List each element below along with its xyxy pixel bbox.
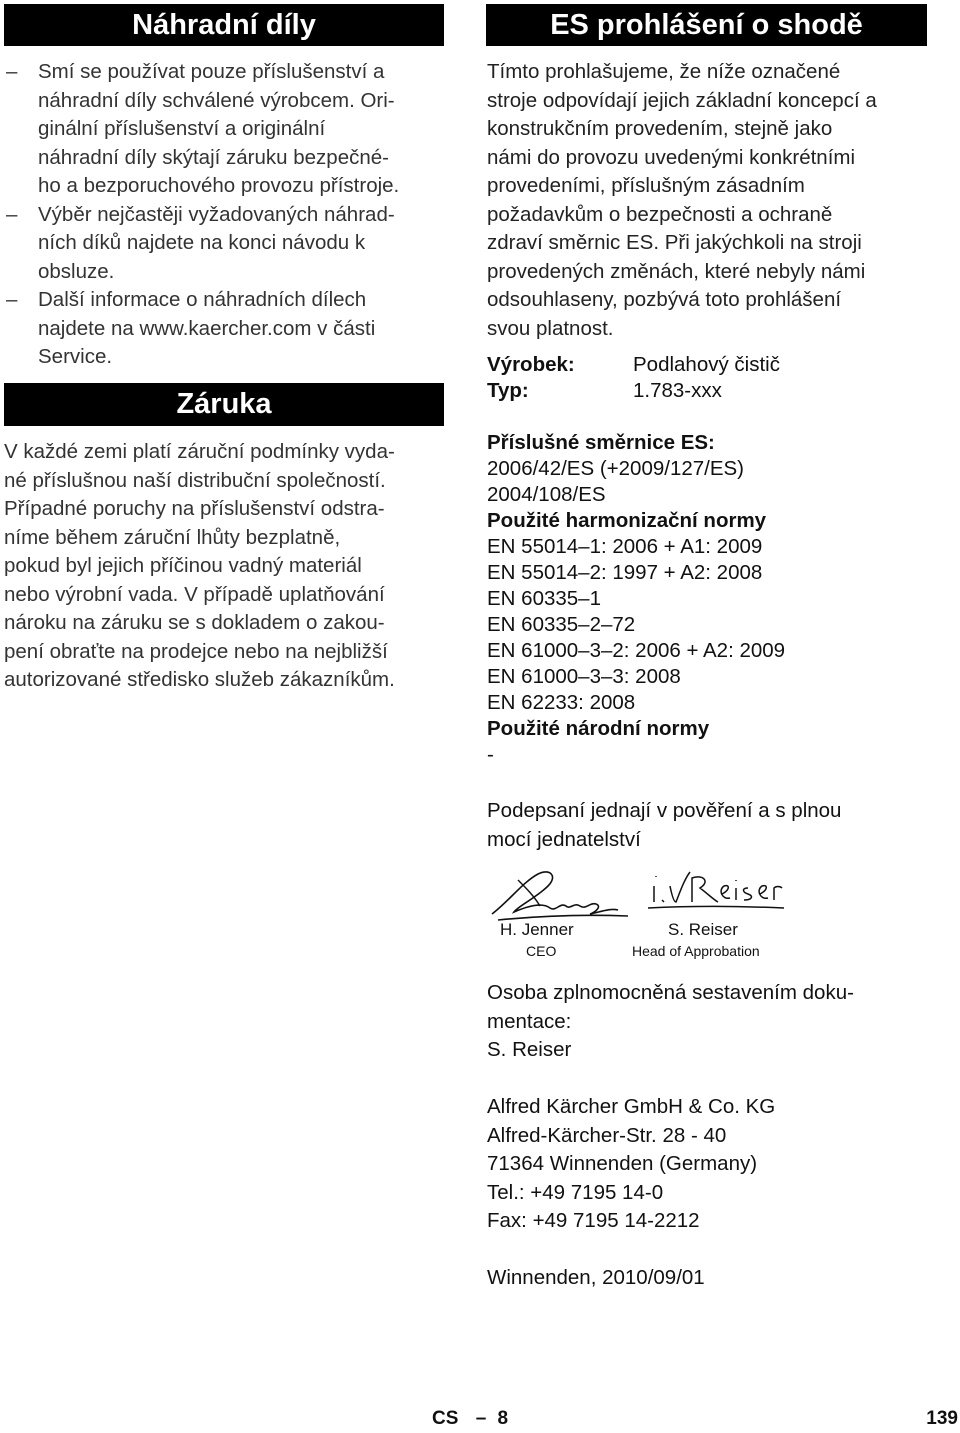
footer-section-page: 8 [497, 1408, 509, 1429]
type-label: Typ: [487, 379, 529, 402]
bullet-line: ginální příslušenství a originální [38, 117, 326, 140]
address-line: Alfred-Kärcher-Str. 28 - 40 [487, 1123, 727, 1147]
standard-item: EN 55014–2: 1997 + A2: 2008 [487, 561, 763, 584]
address-line: Tel.: +49 7195 14-0 [487, 1180, 664, 1204]
bullet-line: Výběr nejčastěji vyžadovaných náhrad- [38, 202, 395, 226]
standard-item: EN 60335–1 [487, 587, 601, 610]
product-row [487, 352, 932, 378]
warranty-line: né příslušnou naší distribuční společností. [4, 468, 386, 492]
address-line: Alfred Kärcher GmbH & Co. KG [487, 1095, 776, 1118]
bullet-dash: – [6, 288, 18, 311]
directive-item: 2004/108/ES [487, 483, 606, 506]
warranty-text [4, 438, 444, 695]
address-line: 71364 Winnenden (Germany) [487, 1152, 758, 1175]
standard-item: EN 62233: 2008 [487, 691, 636, 714]
warranty-line: pení obraťte na prodejce nebo na nejbližší [4, 639, 388, 663]
company-address [487, 1093, 932, 1236]
bullet-line: Smí se používat pouze příslušenství a [38, 60, 385, 83]
list-item [0, 58, 444, 201]
warranty-line: níme během záruční lhůty bezplatně, [4, 525, 341, 549]
declaration-line: konstrukčním provedením, stejně jako [487, 117, 833, 140]
standard-item: EN 61000–3–3: 2008 [487, 665, 681, 688]
bullet-line: obsluze. [38, 259, 115, 283]
warranty-line: autorizované středisko služeb zákazníkům. [4, 668, 395, 691]
national-heading: Použité národní normy [487, 717, 710, 740]
product-label: Výrobek: [487, 353, 575, 376]
bullet-line: najdete na www.kaercher.com v části [38, 316, 376, 340]
section-heading-declaration: ES prohlášení o shodě [486, 4, 927, 46]
list-item [0, 286, 444, 372]
bullet-dash: – [6, 60, 18, 83]
signature-reiser [648, 872, 784, 908]
type-value: 1.783-xxx [633, 379, 722, 402]
signer-title: CEO [526, 943, 557, 959]
signed-line: Podepsaní jednají v pověření a s plnou [487, 799, 842, 822]
signature-jenner [492, 872, 628, 920]
address-line: Fax: +49 7195 14-2212 [487, 1209, 700, 1232]
directives-heading: Příslušné směrnice ES: [487, 431, 715, 454]
section-heading-warranty: Záruka [4, 383, 444, 426]
product-info [487, 352, 932, 404]
declaration-line: provedených změnách, které nebyly námi [487, 259, 866, 283]
signer-name: H. Jenner [500, 920, 574, 939]
national-value: - [487, 743, 494, 766]
standard-item: EN 55014–1: 2006 + A1: 2009 [487, 535, 763, 558]
section-heading-spare-parts: Náhradní díly [4, 4, 444, 46]
warranty-line: V každé zemi platí záruční podmínky vyda- [4, 440, 395, 463]
authorized-line: S. Reiser [487, 1038, 572, 1061]
declaration-text [487, 58, 932, 343]
signatures-block [478, 862, 788, 962]
authorized-line: Osoba zplnomocněná sestavením doku- [487, 981, 854, 1004]
bullet-line: náhradní díly skýtají záruku bezpečné- [38, 145, 389, 169]
declaration-line: stroje odpovídají jejich základní koncepcí a [487, 88, 877, 112]
footer-lang-code: CS [432, 1408, 459, 1429]
directive-item: 2006/42/ES (+2009/127/ES) [487, 457, 745, 480]
declaration-line: Tímto prohlašujeme, že níže označené [487, 60, 841, 83]
standard-item: EN 60335–2–72 [487, 613, 636, 636]
harmonized-heading: Použité harmonizační normy [487, 509, 767, 532]
authorized-line: mentace: [487, 1009, 572, 1033]
place-date: Winnenden, 2010/09/01 [487, 1266, 705, 1289]
footer-language [432, 1408, 508, 1430]
list-item [0, 201, 444, 287]
declaration-line: odsouhlaseny, pozbývá toto prohlášení [487, 288, 842, 311]
standard-item: EN 61000–3–2: 2006 + A2: 2009 [487, 639, 786, 662]
signer-name: S. Reiser [668, 920, 738, 939]
warranty-line: nebo výrobní vada. V případě uplatňování [4, 582, 385, 606]
product-value: Podlahový čistič [633, 353, 780, 376]
type-row [487, 378, 932, 404]
bullet-line: náhradní díly schválené výrobcem. Ori- [38, 88, 395, 112]
declaration-line: svou platnost. [487, 316, 614, 340]
warranty-line: nároku na záruku se s dokladem o zakou- [4, 611, 385, 634]
page-number: 139 [926, 1408, 958, 1429]
authorized-person [487, 979, 932, 1065]
directives-block [487, 430, 932, 768]
signed-text [487, 797, 932, 854]
bullet-line: Další informace o náhradních dílech [38, 288, 367, 311]
spare-parts-list [0, 58, 444, 372]
signer-title: Head of Approbation [632, 943, 760, 959]
bullet-line: Service. [38, 345, 113, 368]
signed-line: mocí jednatelství [487, 827, 641, 851]
declaration-line: námi do provozu uvedenými konkrétními [487, 145, 856, 169]
declaration-line: provedeními, příslušným zásadním [487, 174, 805, 197]
warranty-line: pokud byl jejich příčinou vadný materiál [4, 554, 362, 577]
bullet-line: ních díků najdete na konci návodu k [38, 231, 366, 254]
bullet-dash: – [6, 202, 18, 226]
footer-dash: – [475, 1408, 487, 1429]
warranty-line: Případné poruchy na příslušenství odstra- [4, 497, 385, 520]
declaration-line: požadavkům o bezpečnosti a ochraně [487, 202, 833, 226]
declaration-line: zdraví směrnic ES. Při jakýchkoli na stroji [487, 231, 862, 254]
bullet-line: ho a bezporuchového provozu přístroje. [38, 174, 400, 197]
